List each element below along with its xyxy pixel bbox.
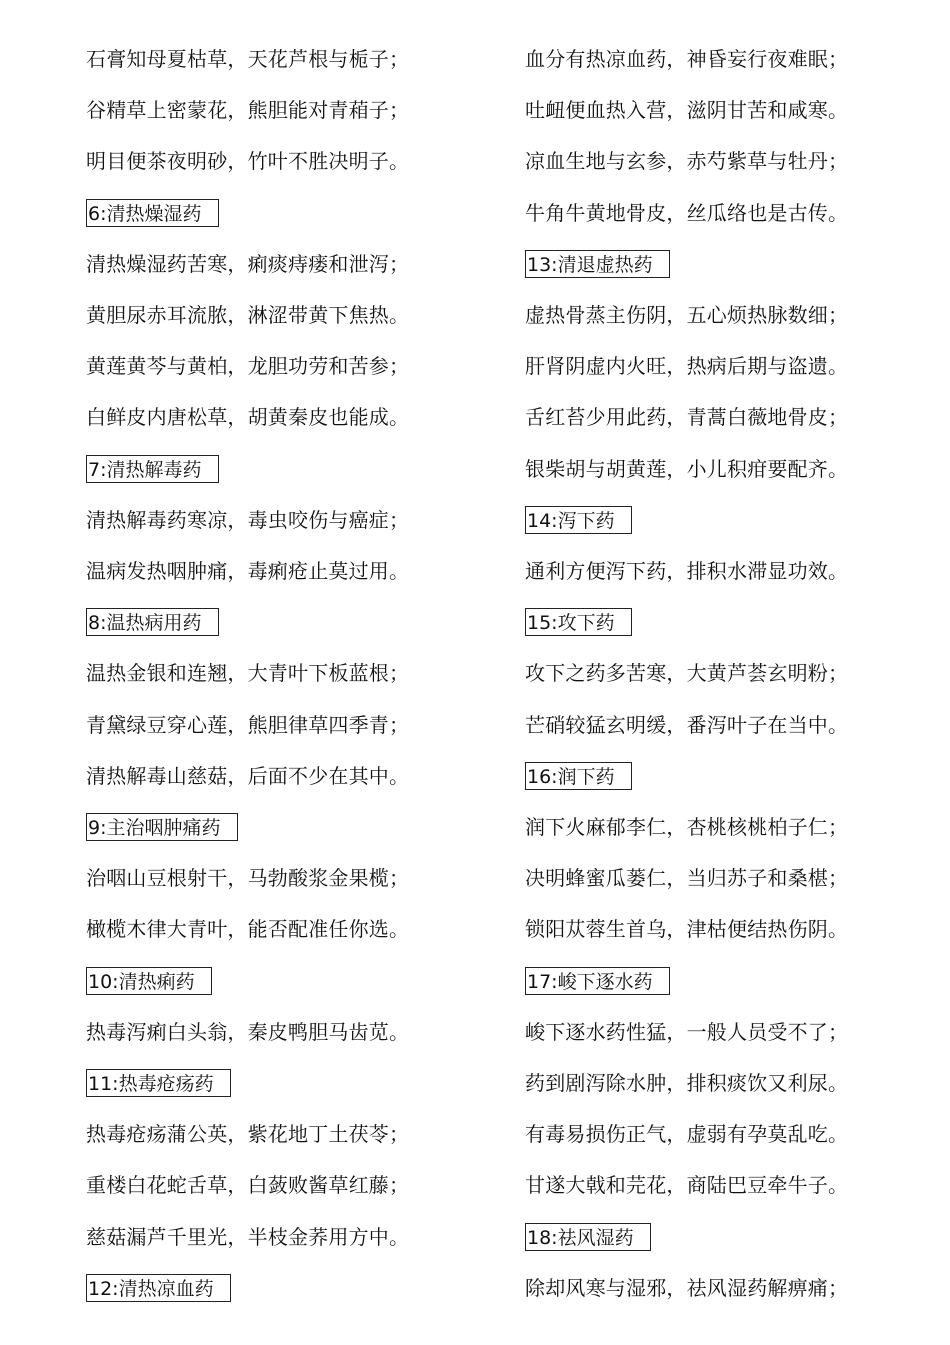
left-section-heading: 8:温热病用药 [86, 608, 219, 636]
left-verse-line: 重楼白花蛇舌草，白蔹败酱草红藤； [86, 1173, 410, 1198]
right-section-heading: 17:峻下逐水药 [525, 967, 670, 995]
left-verse-line: 黄莲黄芩与黄柏，龙胆功劳和苦参； [86, 354, 410, 379]
left-section-heading: 11:热毒疮疡药 [86, 1069, 231, 1097]
right-verse-line: 有毒易损伤正气，虚弱有孕莫乱吃。 [525, 1122, 849, 1147]
right-verse-line: 锁阳苁蓉生首乌，津枯便结热伤阴。 [525, 917, 849, 942]
right-verse-line: 芒硝较猛玄明缓，番泻叶子在当中。 [525, 712, 849, 737]
left-verse-line: 慈菇漏芦千里光，半枝金荞用方中。 [86, 1224, 410, 1249]
right-section-heading: 14:泻下药 [525, 506, 632, 534]
left-verse-line: 清热燥湿药苦寒，痢痰痔瘘和泄泻； [86, 251, 410, 276]
right-section-heading: 16:润下药 [525, 762, 632, 790]
right-verse-line: 攻下之药多苦寒，大黄芦荟玄明粉； [525, 661, 849, 686]
right-verse-line: 牛角牛黄地骨皮，丝瓜络也是古传。 [525, 200, 849, 225]
left-verse-line: 谷精草上密蒙花，熊胆能对青葙子； [86, 98, 410, 123]
left-section-heading: 12:清热凉血药 [86, 1274, 231, 1302]
right-verse-line: 药到剧泻除水肿，排积痰饮又利尿。 [525, 1071, 849, 1095]
left-verse-line: 温病发热咽肿痛，毒痢疮止莫过用。 [86, 559, 410, 583]
left-verse-line: 石膏知母夏枯草，天花芦根与栀子； [86, 47, 410, 71]
right-verse-line: 血分有热凉血药，神昏妄行夜难眠； [525, 47, 849, 71]
left-verse-line: 治咽山豆根射干，马勃酸浆金果榄； [86, 866, 410, 891]
right-verse-line: 决明蜂蜜瓜蒌仁，当归苏子和桑椹； [525, 866, 849, 891]
left-verse-line: 热毒疮疡蒲公英，紫花地丁土茯苓； [86, 1122, 410, 1147]
right-verse-line: 润下火麻郁李仁，杏桃核桃柏子仁； [525, 815, 849, 839]
right-verse-line: 峻下逐水药性猛，一般人员受不了； [525, 1019, 849, 1044]
right-verse-line: 甘遂大戟和芫花，商陆巴豆牵牛子。 [525, 1173, 849, 1198]
right-verse-line: 虚热骨蒸主伤阴，五心烦热脉数细； [525, 303, 849, 327]
left-section-heading: 10:清热痢药 [86, 967, 212, 995]
right-verse-line: 凉血生地与玄参，赤芍紫草与牡丹； [525, 149, 849, 174]
left-section-heading: 9:主治咽肿痛药 [86, 813, 238, 841]
left-verse-line: 明目便茶夜明砂，竹叶不胜决明子。 [86, 149, 410, 174]
left-section-heading: 7:清热解毒药 [86, 455, 219, 483]
right-section-heading: 18:祛风湿药 [525, 1223, 651, 1251]
right-verse-line: 肝肾阴虚内火旺，热病后期与盗遗。 [525, 354, 849, 379]
left-verse-line: 清热解毒药寒凉，毒虫咬伤与癌症； [86, 507, 410, 532]
right-verse-line: 除却风寒与湿邪，祛风湿药解痹痛； [525, 1275, 849, 1300]
right-verse-line: 通利方便泻下药，排积水滞显功效。 [525, 559, 849, 583]
right-section-heading: 15:攻下药 [525, 608, 632, 636]
left-verse-line: 温热金银和连翘，大青叶下板蓝根； [86, 661, 410, 686]
left-verse-line: 白鲜皮内唐松草，胡黄秦皮也能成。 [86, 405, 410, 430]
left-verse-line: 热毒泻痢白头翁，秦皮鸭胆马齿苋。 [86, 1019, 410, 1044]
right-verse-line: 吐衄便血热入营，滋阴甘苦和咸寒。 [525, 98, 849, 123]
right-section-heading: 13:清退虚热药 [525, 250, 670, 278]
right-verse-line: 舌红苔少用此药，青蒿白薇地骨皮； [525, 405, 849, 430]
left-section-heading: 6:清热燥湿药 [86, 199, 219, 227]
right-verse-line: 银柴胡与胡黄莲，小儿积疳要配齐。 [525, 456, 849, 481]
left-verse-line: 橄榄木律大青叶，能否配准任你选。 [86, 917, 410, 942]
left-verse-line: 黄胆尿赤耳流脓，淋涩带黄下焦热。 [86, 303, 410, 327]
left-verse-line: 青黛绿豆穿心莲，熊胆律草四季青； [86, 712, 410, 737]
left-verse-line: 清热解毒山慈菇，后面不少在其中。 [86, 763, 410, 788]
